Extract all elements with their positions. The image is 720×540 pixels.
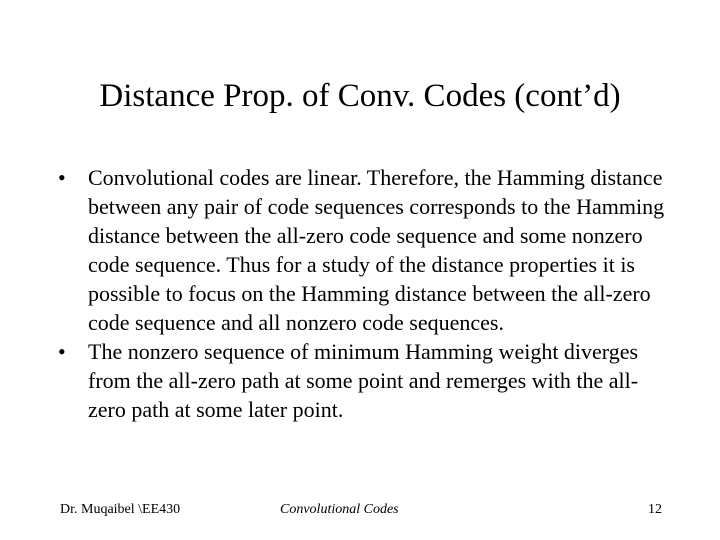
footer-topic: Convolutional Codes [280, 502, 399, 517]
bullet-text: The nonzero sequence of minimum Hamming weight diverges from the all-zero path at some point and remerges with the all-zero path at some later point. [88, 339, 639, 422]
footer-page-number: 12 [648, 502, 662, 517]
footer-author: Dr. Muqaibel \EE430 [60, 502, 181, 517]
slide-title: Distance Prop. of Conv. Codes (cont’d) [99, 78, 621, 114]
bullet-item [58, 337, 668, 424]
bullet-item [58, 163, 668, 337]
bullet-text: Convolutional codes are linear. Therefore, the Hamming distance between any pair of code sequences corresponds to the Hamming distance between the all-zero code sequence and some nonzero code sequence. Thus for a study of the distance properties it is possible to focus on the Hamming distance between the all-zero code sequence and all nonzero code sequences. [88, 165, 665, 335]
bullet-marker: • [58, 339, 66, 364]
bullet-list [58, 163, 668, 424]
bullet-marker: • [58, 165, 66, 190]
